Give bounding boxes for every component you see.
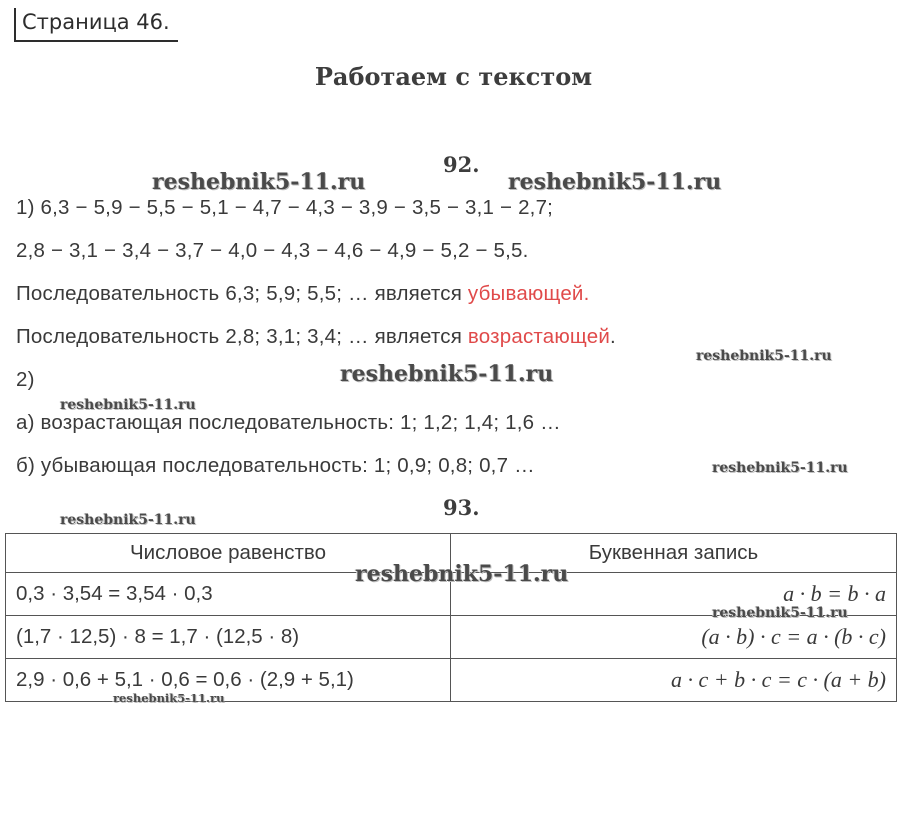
header-numeric: Числовое равенство [6,534,451,573]
letter-expression: (a · b) · c = a · (b · c) [451,616,897,659]
page-title: Работаем с текстом [314,62,593,91]
task-92-line-3 [16,282,589,306]
numeric-equality: 2,9 · 0,6 + 5,1 · 0,6 = 0,6 · (2,9 + 5,1) [6,659,451,702]
task-92-number: 92. [443,152,480,177]
watermark: reshebnik5-11.ru [712,460,848,476]
task-92-line-2: 2,8 − 3,1 − 3,4 − 3,7 − 4,0 − 4,3 − 4,6 − 4,9 − 5,2 − 5,5. [16,239,529,262]
letter-expression: a · c + b · c = c · (a + b) [451,659,897,702]
header-letter: Буквенная запись [451,534,897,573]
line-3-prefix: Последовательность 6,3; 5,9; 5,5; … является [16,282,468,305]
watermark: reshebnik5-11.ru [152,169,366,195]
watermark: reshebnik5-11.ru [340,361,554,387]
table-row [6,616,897,659]
watermark: reshebnik5-11.ru [696,348,832,364]
task-92-item-a: а) возрастающая последовательность: 1; 1,2; 1,4; 1,6 … [16,411,561,434]
watermark: reshebnik5-11.ru [113,691,225,705]
answer-decreasing: убывающей. [467,282,590,305]
watermark: reshebnik5-11.ru [355,561,569,587]
letter-expression: a · b = b · a [451,573,897,616]
answer-increasing: возрастающей [467,325,611,348]
watermark: reshebnik5-11.ru [60,512,196,528]
line-4-prefix: Последовательность 2,8; 3,1; 3,4; … является [16,325,468,348]
task-92-line-1: 1) 6,3 − 5,9 − 5,5 − 5,1 − 4,7 − 4,3 − 3,9 − 3,5 − 3,1 − 2,7; [16,196,554,219]
task-93-number: 93. [443,495,480,520]
task-92-item-b: б) убывающая последовательность: 1; 0,9; 0,8; 0,7 … [16,454,535,477]
watermark: reshebnik5-11.ru [60,397,196,413]
task-92-part-2-label: 2) [16,368,35,391]
page-number-label: Страница 46. [14,8,178,42]
watermark: reshebnik5-11.ru [508,169,722,195]
numeric-equality: 0,3 · 3,54 = 3,54 · 0,3 [6,573,451,616]
numeric-equality: (1,7 · 12,5) · 8 = 1,7 · (12,5 · 8) [6,616,451,659]
line-4-suffix: . [610,325,616,348]
watermark: reshebnik5-11.ru [712,605,848,621]
task-92-line-4 [16,325,616,349]
